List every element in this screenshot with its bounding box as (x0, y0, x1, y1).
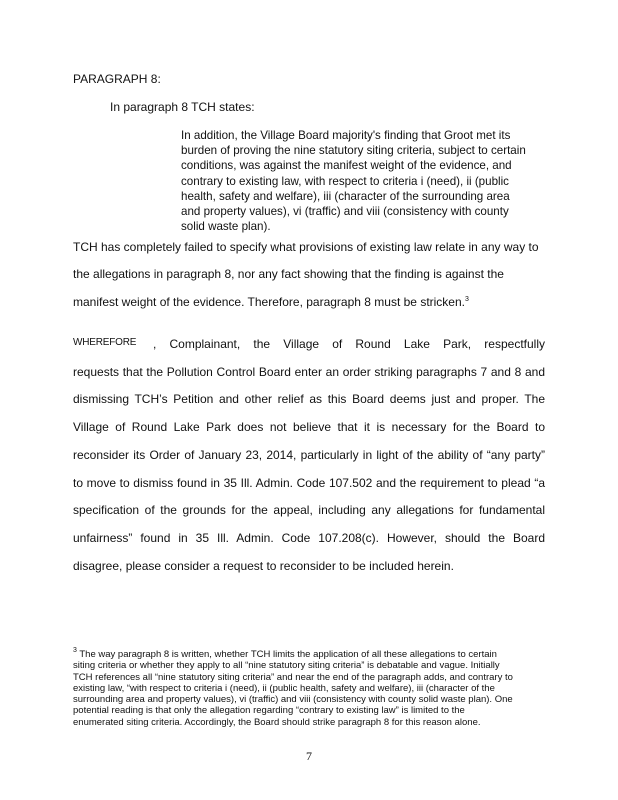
intro-line: In paragraph 8 TCH states: (110, 100, 255, 114)
paragraph-line: specification of the grounds for the appeal, including any allegations for fundamental (73, 503, 545, 517)
wherefore-word: WHEREFORE (73, 337, 137, 348)
paragraph-line: dismissing TCH’s Petition and other relief as this Board deems just and proper. The (73, 392, 545, 406)
paragraph-line: TCH has completely failed to specify what provisions of existing law relate in any way to (73, 240, 539, 254)
paragraph-line: requests that the Pollution Control Board enter an order striking paragraphs 7 and 8 and (73, 365, 545, 379)
paragraph-line: reconsider its Order of January 23, 2014, particularly in light of the ability of “any party” (73, 448, 545, 462)
paragraph-line (73, 295, 469, 309)
quote-line: burden of proving the nine statutory siting criteria, subject to certain (181, 144, 526, 158)
block-quote (181, 128, 531, 234)
quote-line: In addition, the Village Board majority's finding that Groot met its (181, 129, 511, 142)
quote-line: solid waste plan). (181, 220, 271, 234)
footnote-line: surrounding area and property values), vi (traffic) and viii (consistency with county solid waste plan). One (73, 694, 513, 706)
wherefore-line (73, 337, 545, 351)
page-number: 7 (306, 749, 312, 763)
footnote-line: potential reading is that only the allegation regarding “contrary to existing law” is limited to the (73, 705, 465, 717)
quote-line: health, safety and welfare), iii (character of the surrounding area (181, 189, 510, 203)
footnote-line: $^3$ The way paragraph 8 is written, whether TCH limits the application of all these allegations to certain (73, 647, 497, 660)
paragraph-line: unfairness” found in 35 Ill. Admin. Code 107.208(c). However, should the Board (73, 531, 545, 545)
paragraph-text: manifest weight of the evidence. Therefore, paragraph 8 must be stricken. (73, 295, 465, 309)
footnote-mark: 3 (73, 647, 77, 654)
footnote-line: siting criteria or whether they apply to all “nine statutory siting criteria” is debatable and vague. Initially (73, 660, 500, 672)
quote-line: and property values), vi (traffic) and viii (consistency with county (181, 205, 509, 219)
footnote-line: TCH references all “nine statutory siting criteria” and near the end of the paragraph adds, and contrary to (73, 671, 513, 683)
paragraph-text: , Complainant, the Village of Round Lake Park, respectfully (153, 337, 545, 351)
paragraph-line: to move to dismiss found in 35 Ill. Admin. Code 107.502 and the requirement to plead “a (73, 476, 545, 490)
paragraph-line: Village of Round Lake Park does not believe that it is necessary for the Board to (73, 420, 545, 434)
quote-line: conditions, was against the manifest weight of the evidence, and (181, 159, 512, 173)
section-heading: PARAGRAPH 8: (73, 72, 161, 86)
footnote-reference[interactable]: 3 (465, 296, 469, 303)
footnote-line: existing law, “with respect to criteria i (need), ii (public health, safety and welfare), iii (character of the (73, 682, 495, 694)
footnote (73, 645, 545, 728)
paragraph-line: disagree, please consider a request to reconsider to be included herein. (73, 559, 454, 573)
quote-line: contrary to existing law, with respect to criteria i (need), ii (public (181, 174, 509, 188)
paragraph-line: the allegations in paragraph 8, nor any fact showing that the finding is against the (73, 267, 504, 281)
footnote-line: enumerated siting criteria. Accordingly, the Board should strike paragraph 8 for this reason alone. (73, 716, 481, 728)
